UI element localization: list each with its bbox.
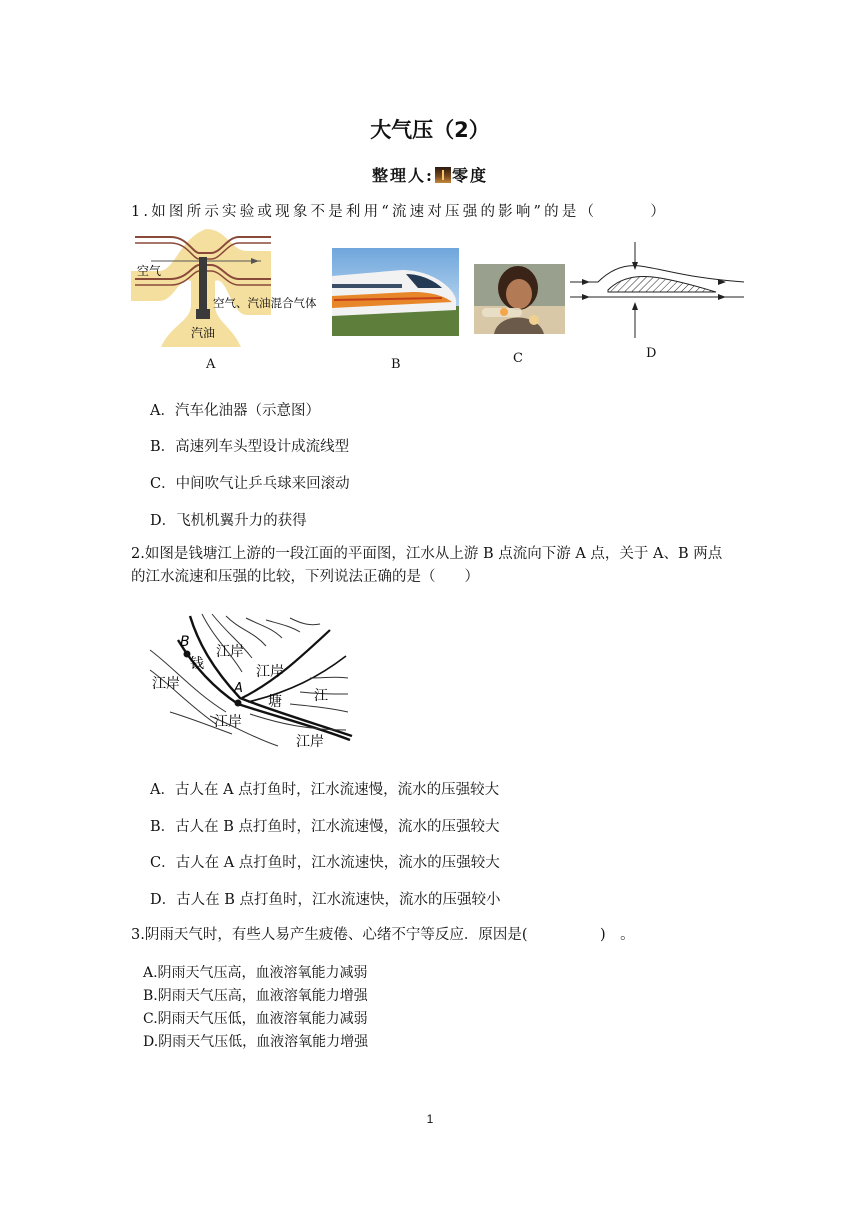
figure-b-caption: B [391,357,401,372]
q2-option-a: A．古人在 A 点打鱼时，江水流速慢，流水的压强较大 [150,782,500,798]
author-prefix: 整理人: [372,166,434,185]
q1-option-c: C．中间吹气让乒乓球来回滚动 [150,476,350,492]
figure-a-label-mix: 空气、汽油混合气体 [213,296,317,310]
page-title: 大气压（2） [370,118,490,142]
question-2-stem-line1: 2.如图是钱塘江上游的一段江面的平面图，江水从上游 B 点流向下游 A 点，关于 A、B 两点 [131,546,723,562]
map-bank-1: 江岸 [216,644,244,660]
map-bank-2: 江岸 [256,664,284,680]
figure-d-caption: D [646,346,657,361]
map-char-qian: 钱 [190,656,204,672]
map-char-jiang: 江 [314,688,328,704]
figure-a-label-air: 空气 [137,264,162,278]
q3-option-c: C.阴雨天气压低，血液溶氧能力减弱 [143,1011,368,1027]
question-2-stem [131,543,741,589]
q3-option-d: D.阴雨天气压低，血液溶氧能力增强 [143,1034,369,1050]
map-point-a: A [234,681,243,696]
figure-a-carburetor [131,229,317,347]
q2-option-d: D．古人在 B 点打鱼时，江水流速快，流水的压强较小 [150,892,501,908]
q1-option-b: B．高速列车头型设计成流线型 [150,439,350,455]
map-bank-3: 江岸 [152,676,180,692]
question-2-stem-line2: 的江水流速和压强的比较，下列说法正确的是（ ） [131,569,479,585]
map-bank-5: 江岸 [296,734,324,750]
q2-option-c: C．古人在 A 点打鱼时，江水流速快，流水的压强较大 [150,855,500,871]
question-1-stem: 1.如图所示实验或现象不是利用“流速对压强的影响”的是（ ） [131,204,669,220]
figure-d-airfoil-diagram [568,242,744,338]
q1-option-d: D．飞机机翼升力的获得 [150,513,307,529]
figure-a-label-gas: 汽油 [191,326,216,340]
author-logo-icon [435,167,451,183]
map-point-b: B [180,634,190,650]
author-name: 零度 [451,166,488,185]
q3-option-a: A.阴雨天气压高，血液溶氧能力减弱 [143,965,368,981]
figure-a-caption: A [206,357,216,372]
qiantang-river-map [150,612,354,752]
map-char-tang: 塘 [268,694,282,710]
q2-option-b: B．古人在 B 点打鱼时，江水流速慢，流水的压强较大 [150,819,500,835]
figure-c-blowing-photo [474,264,565,334]
figure-c-caption: C [513,351,523,366]
figure-b-train-photo [332,248,459,336]
question-3-stem: 3.阴雨天气时，有些人易产生疲倦、心绪不宁等反应．原因是( ) 。 [131,927,635,943]
author-line [0,163,860,186]
q1-option-a: A．汽车化油器（示意图） [150,403,320,419]
map-bank-4: 江岸 [214,714,242,730]
page-number: 1 [426,1112,434,1126]
q3-option-b: B.阴雨天气压高，血液溶氧能力增强 [143,988,368,1004]
